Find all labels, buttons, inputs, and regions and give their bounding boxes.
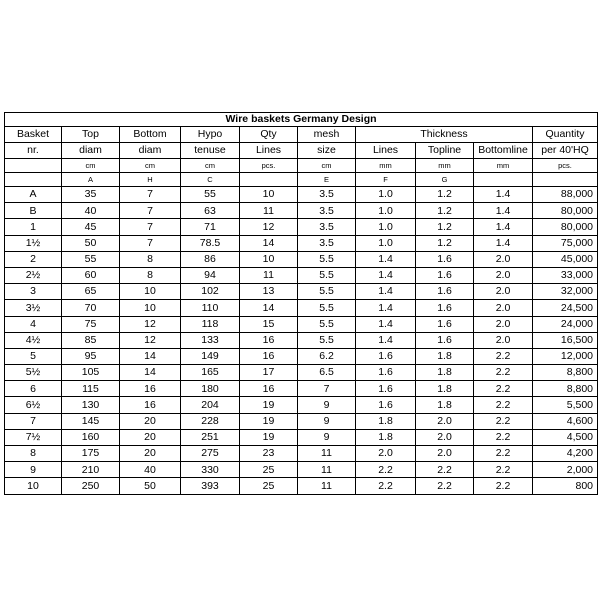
unit-quantity: pcs.: [533, 159, 598, 173]
cell-quantity-per-40hq: 800: [533, 478, 598, 494]
cell-quantity-per-40hq: 8,800: [533, 381, 598, 397]
cell-thickness-bottomline: 2.0: [474, 316, 533, 332]
cell-hypotenuse: 63: [181, 203, 240, 219]
cell-bottom-diam: 7: [120, 203, 181, 219]
unit-mesh: cm: [298, 159, 356, 173]
cell-thickness-bottomline: 2.2: [474, 462, 533, 478]
header-top: Top: [62, 127, 120, 143]
table-row: [5, 446, 598, 462]
cell-bottom-diam: 16: [120, 381, 181, 397]
cell-thickness-topline: 2.0: [416, 413, 474, 429]
table-row: [5, 284, 598, 300]
cell-mesh-size: 5.5: [298, 251, 356, 267]
cell-thickness-bottomline: 2.0: [474, 251, 533, 267]
cell-thickness-topline: 1.6: [416, 300, 474, 316]
cell-qty-lines: 10: [240, 251, 298, 267]
cell-thickness-bottomline: 1.4: [474, 187, 533, 203]
header-bottom-sub: diam: [120, 143, 181, 159]
cell-qty-lines: 14: [240, 300, 298, 316]
cell-qty-lines: 16: [240, 381, 298, 397]
cell-hypotenuse: 55: [181, 187, 240, 203]
cell-mesh-size: 5.5: [298, 332, 356, 348]
header-topline: Topline: [416, 143, 474, 159]
header-basket: Basket: [5, 127, 62, 143]
cell-quantity-per-40hq: 80,000: [533, 203, 598, 219]
cell-thickness-bottomline: 2.0: [474, 267, 533, 283]
header-lines: Lines: [356, 143, 416, 159]
table-row: [5, 316, 598, 332]
cell-thickness-lines: 1.8: [356, 413, 416, 429]
table-row: [5, 397, 598, 413]
cell-top-diam: 160: [62, 429, 120, 445]
cell-bottom-diam: 10: [120, 284, 181, 300]
cell-basket: 1: [5, 219, 62, 235]
table-row: [5, 429, 598, 445]
cell-basket: 6½: [5, 397, 62, 413]
table-row: [5, 219, 598, 235]
unit-qty: pcs.: [240, 159, 298, 173]
cell-quantity-per-40hq: 4,200: [533, 446, 598, 462]
cell-top-diam: 145: [62, 413, 120, 429]
cell-top-diam: 70: [62, 300, 120, 316]
cell-hypotenuse: 110: [181, 300, 240, 316]
cell-thickness-lines: 1.4: [356, 300, 416, 316]
cell-bottom-diam: 8: [120, 251, 181, 267]
cell-basket: 5½: [5, 365, 62, 381]
cell-top-diam: 35: [62, 187, 120, 203]
cell-thickness-topline: 1.2: [416, 187, 474, 203]
cell-quantity-per-40hq: 80,000: [533, 219, 598, 235]
table-row: [5, 381, 598, 397]
cell-quantity-per-40hq: 2,000: [533, 462, 598, 478]
cell-mesh-size: 3.5: [298, 235, 356, 251]
spreadsheet: [4, 112, 597, 495]
table-row: [5, 478, 598, 494]
table-row: [5, 332, 598, 348]
cell-thickness-topline: 1.8: [416, 365, 474, 381]
cell-thickness-topline: 1.6: [416, 251, 474, 267]
cell-mesh-size: 5.5: [298, 284, 356, 300]
cell-thickness-lines: 2.2: [356, 462, 416, 478]
cell-qty-lines: 11: [240, 267, 298, 283]
unit-hypo: cm: [181, 159, 240, 173]
header-mesh: mesh: [298, 127, 356, 143]
letter-quantity: [533, 173, 598, 187]
table-row: [5, 267, 598, 283]
cell-hypotenuse: 275: [181, 446, 240, 462]
table-row: [5, 348, 598, 364]
cell-top-diam: 60: [62, 267, 120, 283]
cell-mesh-size: 3.5: [298, 219, 356, 235]
table-row: [5, 413, 598, 429]
cell-mesh-size: 11: [298, 446, 356, 462]
cell-top-diam: 95: [62, 348, 120, 364]
cell-basket: 4: [5, 316, 62, 332]
table-title: Wire baskets Germany Design: [5, 113, 598, 127]
cell-mesh-size: 6.5: [298, 365, 356, 381]
cell-bottom-diam: 10: [120, 300, 181, 316]
header-hypo: Hypo: [181, 127, 240, 143]
cell-hypotenuse: 78.5: [181, 235, 240, 251]
cell-basket: 4½: [5, 332, 62, 348]
cell-quantity-per-40hq: 24,500: [533, 300, 598, 316]
cell-top-diam: 175: [62, 446, 120, 462]
cell-hypotenuse: 165: [181, 365, 240, 381]
cell-quantity-per-40hq: 32,000: [533, 284, 598, 300]
cell-bottom-diam: 7: [120, 235, 181, 251]
cell-thickness-topline: 2.2: [416, 478, 474, 494]
cell-qty-lines: 10: [240, 187, 298, 203]
cell-top-diam: 85: [62, 332, 120, 348]
cell-top-diam: 115: [62, 381, 120, 397]
cell-thickness-topline: 1.6: [416, 316, 474, 332]
cell-thickness-lines: 1.0: [356, 219, 416, 235]
cell-top-diam: 130: [62, 397, 120, 413]
cell-basket: B: [5, 203, 62, 219]
cell-thickness-bottomline: 1.4: [474, 219, 533, 235]
cell-basket: 5: [5, 348, 62, 364]
cell-qty-lines: 12: [240, 219, 298, 235]
table-row: [5, 235, 598, 251]
cell-hypotenuse: 251: [181, 429, 240, 445]
cell-hypotenuse: 118: [181, 316, 240, 332]
cell-basket: 2: [5, 251, 62, 267]
table-row: [5, 187, 598, 203]
cell-hypotenuse: 228: [181, 413, 240, 429]
cell-quantity-per-40hq: 75,000: [533, 235, 598, 251]
header-bottomline: Bottomline: [474, 143, 533, 159]
cell-bottom-diam: 40: [120, 462, 181, 478]
cell-qty-lines: 16: [240, 332, 298, 348]
table-row: [5, 300, 598, 316]
cell-thickness-bottomline: 2.2: [474, 446, 533, 462]
letter-topline: G: [416, 173, 474, 187]
cell-qty-lines: 16: [240, 348, 298, 364]
header-top-sub: diam: [62, 143, 120, 159]
cell-hypotenuse: 86: [181, 251, 240, 267]
cell-basket: 1½: [5, 235, 62, 251]
cell-top-diam: 40: [62, 203, 120, 219]
cell-thickness-topline: 1.6: [416, 267, 474, 283]
letter-mesh: E: [298, 173, 356, 187]
cell-basket: 9: [5, 462, 62, 478]
unit-topline: mm: [416, 159, 474, 173]
cell-thickness-bottomline: 2.0: [474, 300, 533, 316]
cell-thickness-topline: 2.0: [416, 446, 474, 462]
cell-basket: 3½: [5, 300, 62, 316]
cell-mesh-size: 11: [298, 478, 356, 494]
unit-basket: [5, 159, 62, 173]
cell-quantity-per-40hq: 16,500: [533, 332, 598, 348]
cell-hypotenuse: 180: [181, 381, 240, 397]
letter-basket: [5, 173, 62, 187]
cell-quantity-per-40hq: 33,000: [533, 267, 598, 283]
cell-thickness-topline: 2.2: [416, 462, 474, 478]
cell-thickness-bottomline: 2.2: [474, 413, 533, 429]
cell-hypotenuse: 330: [181, 462, 240, 478]
cell-thickness-topline: 1.6: [416, 332, 474, 348]
cell-thickness-bottomline: 2.2: [474, 348, 533, 364]
unit-top: cm: [62, 159, 120, 173]
cell-basket: 10: [5, 478, 62, 494]
cell-top-diam: 50: [62, 235, 120, 251]
cell-thickness-lines: 2.2: [356, 478, 416, 494]
cell-bottom-diam: 16: [120, 397, 181, 413]
cell-thickness-lines: 1.0: [356, 187, 416, 203]
cell-hypotenuse: 133: [181, 332, 240, 348]
letter-lines: F: [356, 173, 416, 187]
cell-top-diam: 75: [62, 316, 120, 332]
cell-quantity-per-40hq: 88,000: [533, 187, 598, 203]
cell-basket: 6: [5, 381, 62, 397]
cell-qty-lines: 19: [240, 429, 298, 445]
cell-mesh-size: 11: [298, 462, 356, 478]
cell-thickness-lines: 1.6: [356, 397, 416, 413]
cell-quantity-per-40hq: 12,000: [533, 348, 598, 364]
cell-bottom-diam: 20: [120, 413, 181, 429]
table-row: [5, 462, 598, 478]
cell-thickness-topline: 1.8: [416, 348, 474, 364]
cell-thickness-lines: 1.0: [356, 235, 416, 251]
cell-hypotenuse: 102: [181, 284, 240, 300]
cell-thickness-bottomline: 2.2: [474, 478, 533, 494]
cell-qty-lines: 19: [240, 413, 298, 429]
letter-top: A: [62, 173, 120, 187]
cell-thickness-bottomline: 2.2: [474, 365, 533, 381]
cell-thickness-topline: 1.6: [416, 284, 474, 300]
cell-thickness-bottomline: 2.2: [474, 397, 533, 413]
cell-thickness-bottomline: 2.0: [474, 284, 533, 300]
table-row: [5, 203, 598, 219]
unit-lines: mm: [356, 159, 416, 173]
cell-top-diam: 250: [62, 478, 120, 494]
cell-bottom-diam: 7: [120, 187, 181, 203]
cell-bottom-diam: 20: [120, 446, 181, 462]
cell-hypotenuse: 204: [181, 397, 240, 413]
cell-thickness-topline: 2.0: [416, 429, 474, 445]
cell-bottom-diam: 12: [120, 332, 181, 348]
cell-bottom-diam: 7: [120, 219, 181, 235]
cell-thickness-lines: 1.4: [356, 316, 416, 332]
cell-quantity-per-40hq: 4,600: [533, 413, 598, 429]
cell-mesh-size: 3.5: [298, 203, 356, 219]
header-qty-sub: Lines: [240, 143, 298, 159]
cell-bottom-diam: 8: [120, 267, 181, 283]
cell-thickness-lines: 1.6: [356, 365, 416, 381]
letter-hypo: C: [181, 173, 240, 187]
table-row: [5, 251, 598, 267]
cell-mesh-size: 5.5: [298, 300, 356, 316]
cell-bottom-diam: 14: [120, 348, 181, 364]
cell-thickness-bottomline: 2.0: [474, 332, 533, 348]
cell-mesh-size: 9: [298, 397, 356, 413]
header-mesh-sub: size: [298, 143, 356, 159]
cell-qty-lines: 17: [240, 365, 298, 381]
cell-thickness-lines: 1.8: [356, 429, 416, 445]
cell-qty-lines: 15: [240, 316, 298, 332]
cell-bottom-diam: 12: [120, 316, 181, 332]
cell-thickness-lines: 1.6: [356, 381, 416, 397]
cell-qty-lines: 25: [240, 462, 298, 478]
header-hypo-sub: tenuse: [181, 143, 240, 159]
cell-hypotenuse: 393: [181, 478, 240, 494]
cell-mesh-size: 3.5: [298, 187, 356, 203]
unit-bottomline: mm: [474, 159, 533, 173]
cell-thickness-lines: 1.4: [356, 251, 416, 267]
cell-thickness-topline: 1.2: [416, 235, 474, 251]
cell-thickness-lines: 2.0: [356, 446, 416, 462]
wire-baskets-table: [4, 112, 598, 495]
cell-bottom-diam: 50: [120, 478, 181, 494]
cell-quantity-per-40hq: 8,800: [533, 365, 598, 381]
header-quantity-sub: per 40'HQ: [533, 143, 598, 159]
cell-thickness-lines: 1.4: [356, 284, 416, 300]
cell-quantity-per-40hq: 5,500: [533, 397, 598, 413]
cell-thickness-lines: 1.4: [356, 267, 416, 283]
cell-bottom-diam: 20: [120, 429, 181, 445]
cell-qty-lines: 13: [240, 284, 298, 300]
cell-qty-lines: 14: [240, 235, 298, 251]
cell-top-diam: 55: [62, 251, 120, 267]
header-qty: Qty: [240, 127, 298, 143]
letter-qty: [240, 173, 298, 187]
header-thickness: Thickness: [356, 127, 533, 143]
cell-thickness-topline: 1.2: [416, 203, 474, 219]
cell-mesh-size: 9: [298, 413, 356, 429]
cell-thickness-lines: 1.4: [356, 332, 416, 348]
cell-thickness-topline: 1.2: [416, 219, 474, 235]
cell-quantity-per-40hq: 4,500: [533, 429, 598, 445]
cell-mesh-size: 5.5: [298, 267, 356, 283]
cell-mesh-size: 7: [298, 381, 356, 397]
cell-top-diam: 105: [62, 365, 120, 381]
cell-hypotenuse: 94: [181, 267, 240, 283]
header-basket-sub: nr.: [5, 143, 62, 159]
cell-hypotenuse: 149: [181, 348, 240, 364]
header-bottom: Bottom: [120, 127, 181, 143]
letter-bottom: H: [120, 173, 181, 187]
cell-top-diam: 45: [62, 219, 120, 235]
cell-basket: 2½: [5, 267, 62, 283]
cell-quantity-per-40hq: 24,000: [533, 316, 598, 332]
cell-basket: 7½: [5, 429, 62, 445]
letter-bottomline: [474, 173, 533, 187]
cell-thickness-lines: 1.0: [356, 203, 416, 219]
cell-thickness-bottomline: 2.2: [474, 429, 533, 445]
cell-hypotenuse: 71: [181, 219, 240, 235]
cell-thickness-topline: 1.8: [416, 397, 474, 413]
cell-qty-lines: 19: [240, 397, 298, 413]
cell-thickness-topline: 1.8: [416, 381, 474, 397]
cell-bottom-diam: 14: [120, 365, 181, 381]
cell-thickness-bottomline: 2.2: [474, 381, 533, 397]
cell-thickness-bottomline: 1.4: [474, 235, 533, 251]
cell-thickness-lines: 1.6: [356, 348, 416, 364]
header-quantity: Quantity: [533, 127, 598, 143]
cell-basket: 3: [5, 284, 62, 300]
cell-top-diam: 210: [62, 462, 120, 478]
cell-mesh-size: 6.2: [298, 348, 356, 364]
cell-mesh-size: 9: [298, 429, 356, 445]
cell-thickness-bottomline: 1.4: [474, 203, 533, 219]
cell-qty-lines: 11: [240, 203, 298, 219]
cell-basket: A: [5, 187, 62, 203]
cell-mesh-size: 5.5: [298, 316, 356, 332]
cell-basket: 8: [5, 446, 62, 462]
unit-bottom: cm: [120, 159, 181, 173]
cell-top-diam: 65: [62, 284, 120, 300]
cell-basket: 7: [5, 413, 62, 429]
cell-qty-lines: 25: [240, 478, 298, 494]
table-row: [5, 365, 598, 381]
cell-qty-lines: 23: [240, 446, 298, 462]
cell-quantity-per-40hq: 45,000: [533, 251, 598, 267]
